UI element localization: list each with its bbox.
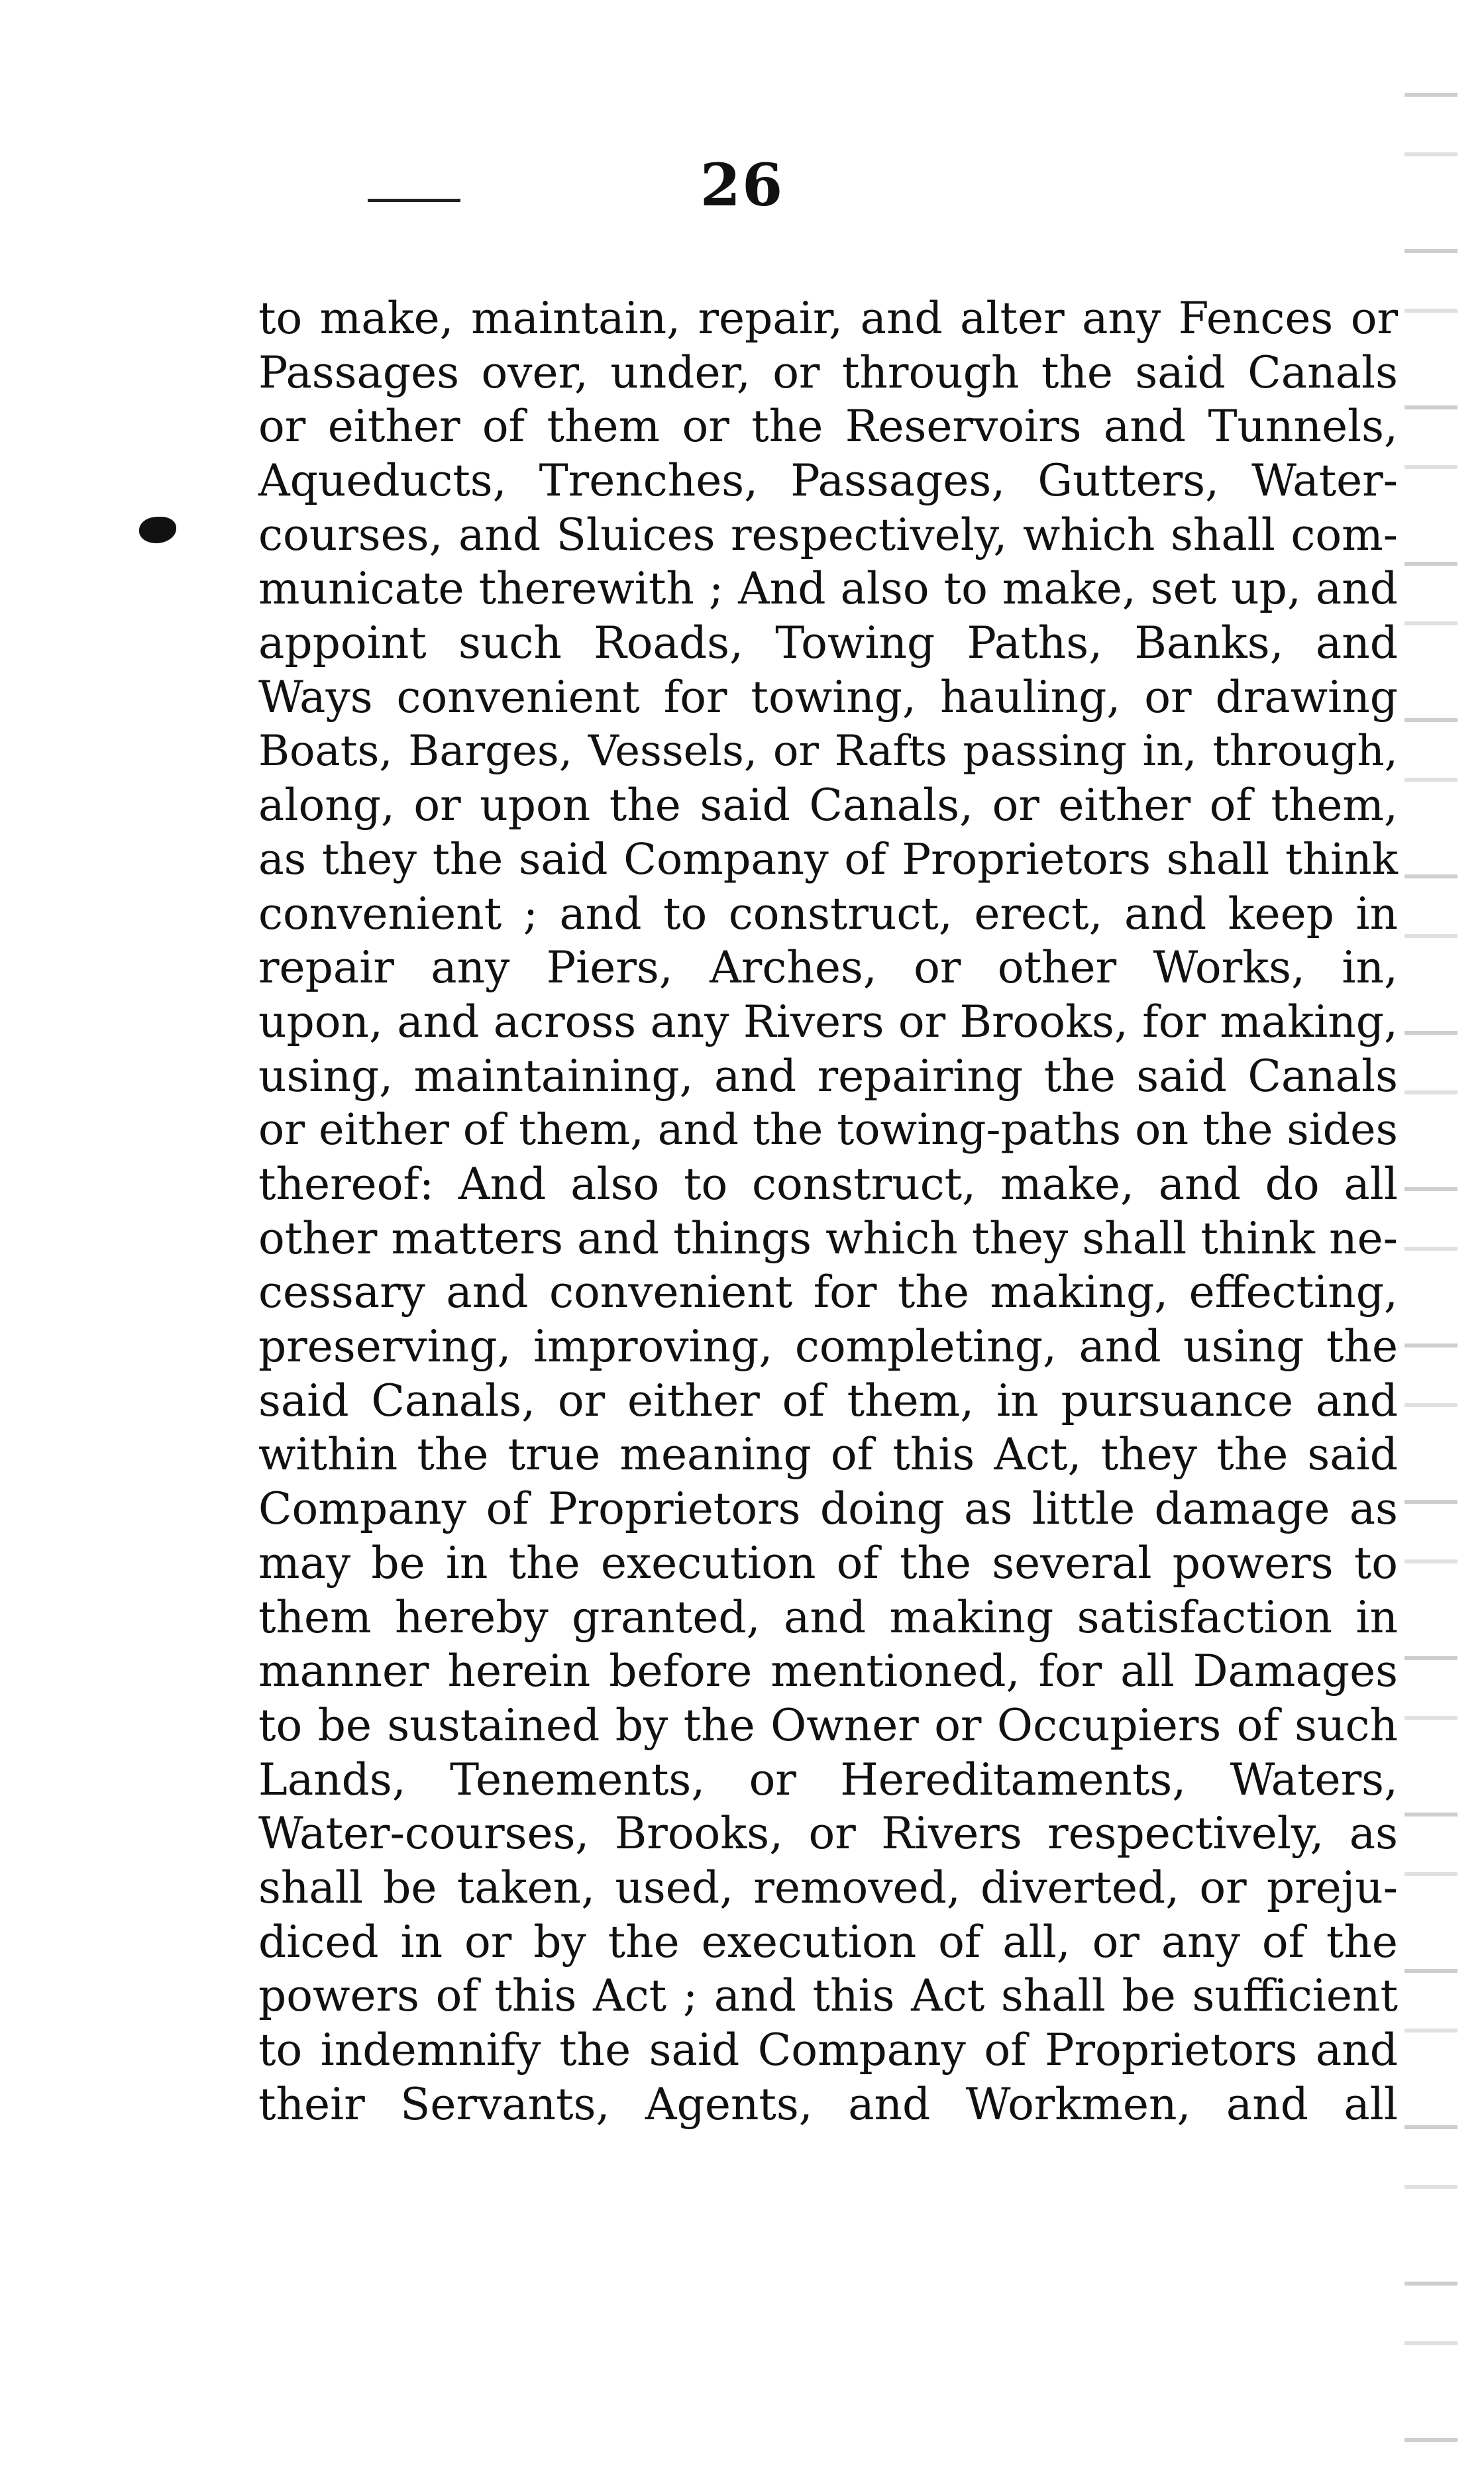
text-line: Aqueducts, Trenches, Passages, Gutters, Water- <box>258 455 1398 507</box>
text-line: to make, maintain, repair, and alter any Fences or <box>258 293 1398 344</box>
text-line: powers of this Act ; and this Act shall be sufficient <box>258 1970 1398 2022</box>
text-line: as they the said Company of Proprietors shall think <box>258 834 1398 884</box>
text-line: their Servants, Agents, and Workmen, and all <box>258 2078 1398 2130</box>
text-line: courses, and Sluices respectively, which shall com- <box>258 509 1398 560</box>
text-line: appoint such Roads, Towing Paths, Banks, and <box>258 617 1398 669</box>
text-line: to indemnify the said Company of Proprietors and <box>258 2025 1398 2076</box>
text-line: other matters and things which they shall think ne- <box>258 1212 1398 1264</box>
text-line: preserving, improving, completing, and using the <box>258 1321 1398 1373</box>
body-text <box>258 291 1398 2131</box>
page-number: 26 <box>700 150 784 219</box>
text-line: Water-courses, Brooks, or Rivers respectively, as <box>258 1808 1398 1860</box>
text-line: Lands, Tenements, or Hereditaments, Waters, <box>258 1754 1398 1805</box>
text-line: Boats, Barges, Vessels, or Rafts passing in, through, <box>258 726 1398 776</box>
text-line: thereof: And also to construct, make, and do all <box>258 1159 1398 1210</box>
text-line: diced in or by the execution of all, or any of the <box>258 1916 1398 1968</box>
text-line: within the true meaning of this Act, they the said <box>258 1429 1398 1481</box>
scan-edge-artifact <box>1404 0 1458 2477</box>
ink-blot <box>139 517 176 543</box>
text-line: them hereby granted, and making satisfaction in <box>258 1591 1398 1643</box>
text-line: or either of them or the Reservoirs and Tunnels, <box>258 401 1398 452</box>
text-line: repair any Piers, Arches, or other Works, in, <box>258 942 1398 994</box>
text-line: Company of Proprietors doing as little damage as <box>258 1483 1398 1535</box>
text-line: cessary and convenient for the making, effecting, <box>258 1267 1398 1318</box>
text-line: Ways convenient for towing, hauling, or drawing <box>258 671 1398 723</box>
text-line: using, maintaining, and repairing the said Canals <box>258 1050 1398 1102</box>
text-line: municate therewith ; And also to make, set up, and <box>258 563 1398 615</box>
text-line: said Canals, or either of them, in pursuance and <box>258 1375 1398 1426</box>
text-line: convenient ; and to construct, erect, and keep in <box>258 888 1398 939</box>
text-line: may be in the execution of the several powers to <box>258 1537 1398 1589</box>
text-line: to be sustained by the Owner or Occupiers of such <box>258 1699 1398 1751</box>
text-line: shall be taken, used, removed, diverted, or preju- <box>258 1862 1398 1913</box>
text-line: or either of them, and the towing-paths on the sides <box>258 1105 1398 1155</box>
text-line: upon, and across any Rivers or Brooks, for making, <box>258 996 1398 1047</box>
text-line: Passages over, under, or through the said Canals <box>258 346 1398 398</box>
text-line: along, or upon the said Canals, or either of them, <box>258 780 1398 831</box>
text-line: manner herein before mentioned, for all Damages <box>258 1646 1398 1697</box>
